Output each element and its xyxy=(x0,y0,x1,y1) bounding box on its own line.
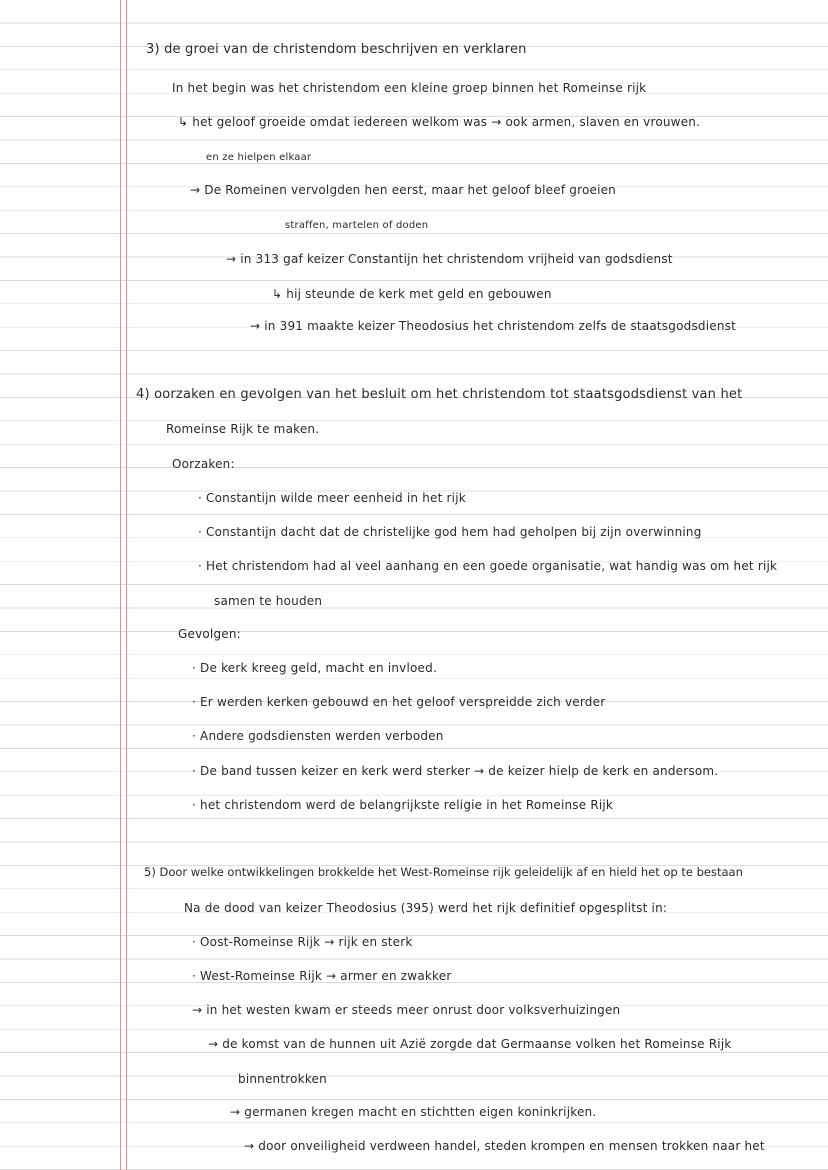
section-5-heading: 5) Door welke ontwikkelingen brokkelde het West-Romeinse rijk geleidelijk af en hield het op te bestaan xyxy=(144,865,743,879)
note-line: · het christendom werd de belangrijkste religie in het Romeinse Rijk xyxy=(192,798,614,812)
section-3-heading: 3) de groei van de christendom beschrijven en verklaren xyxy=(146,42,527,57)
note-line: straffen, martelen of doden xyxy=(285,220,429,231)
note-line: · Constantijn wilde meer eenheid in het rijk xyxy=(198,491,466,505)
note-line: → door onveiligheid verdween handel, steden krompen en mensen trokken naar het xyxy=(244,1139,765,1153)
note-line: In het begin was het christendom een kleine groep binnen het Romeinse rijk xyxy=(172,81,647,95)
note-line: → in het westen kwam er steeds meer onrust door volksverhuizingen xyxy=(192,1003,621,1017)
subheading-oorzaken: Oorzaken: xyxy=(172,457,235,471)
note-line: · De kerk kreeg geld, macht en invloed. xyxy=(192,661,437,675)
note-line: · Er werden kerken gebouwd en het geloof verspreidde zich verder xyxy=(192,695,606,709)
note-line: → De Romeinen vervolgden hen eerst, maar het geloof bleef groeien xyxy=(190,183,616,197)
note-line: samen te houden xyxy=(214,594,323,608)
note-line: en ze hielpen elkaar xyxy=(206,152,312,163)
note-line: → in 313 gaf keizer Constantijn het christendom vrijheid van godsdienst xyxy=(226,252,673,266)
note-line: → germanen kregen macht en stichtten eigen koninkrijken. xyxy=(230,1105,597,1119)
note-line: Na de dood van keizer Theodosius (395) werd het rijk definitief opgesplitst in: xyxy=(184,901,668,915)
section-4-heading: 4) oorzaken en gevolgen van het besluit om het christendom tot staatsgodsdienst van het xyxy=(136,387,743,402)
note-line: ↳ hij steunde de kerk met geld en gebouwen xyxy=(272,287,552,301)
subheading-gevolgen: Gevolgen: xyxy=(178,627,241,641)
margin-line-right xyxy=(126,0,127,1170)
note-line: · Andere godsdiensten werden verboden xyxy=(192,729,444,743)
note-line: → in 391 maakte keizer Theodosius het christendom zelfs de staatsgodsdienst xyxy=(250,319,736,333)
note-line: · Het christendom had al veel aanhang en een goede organisatie, wat handig was om het rijk xyxy=(198,559,778,573)
margin-line-left xyxy=(120,0,121,1170)
note-line: · Oost-Romeinse Rijk → rijk en sterk xyxy=(192,935,413,949)
note-line: binnentrokken xyxy=(238,1072,327,1086)
note-line: → de komst van de hunnen uit Azië zorgde dat Germaanse volken het Romeinse Rijk xyxy=(208,1037,732,1051)
note-line: ↳ het geloof groeide omdat iedereen welkom was → ook armen, slaven en vrouwen. xyxy=(178,115,701,129)
note-line: · De band tussen keizer en kerk werd sterker → de keizer hielp de kerk en andersom. xyxy=(192,764,719,778)
note-line: · West-Romeinse Rijk → armer en zwakker xyxy=(192,969,452,983)
note-line: Romeinse Rijk te maken. xyxy=(166,422,320,436)
note-line: · Constantijn dacht dat de christelijke god hem had geholpen bij zijn overwinning xyxy=(198,525,702,539)
